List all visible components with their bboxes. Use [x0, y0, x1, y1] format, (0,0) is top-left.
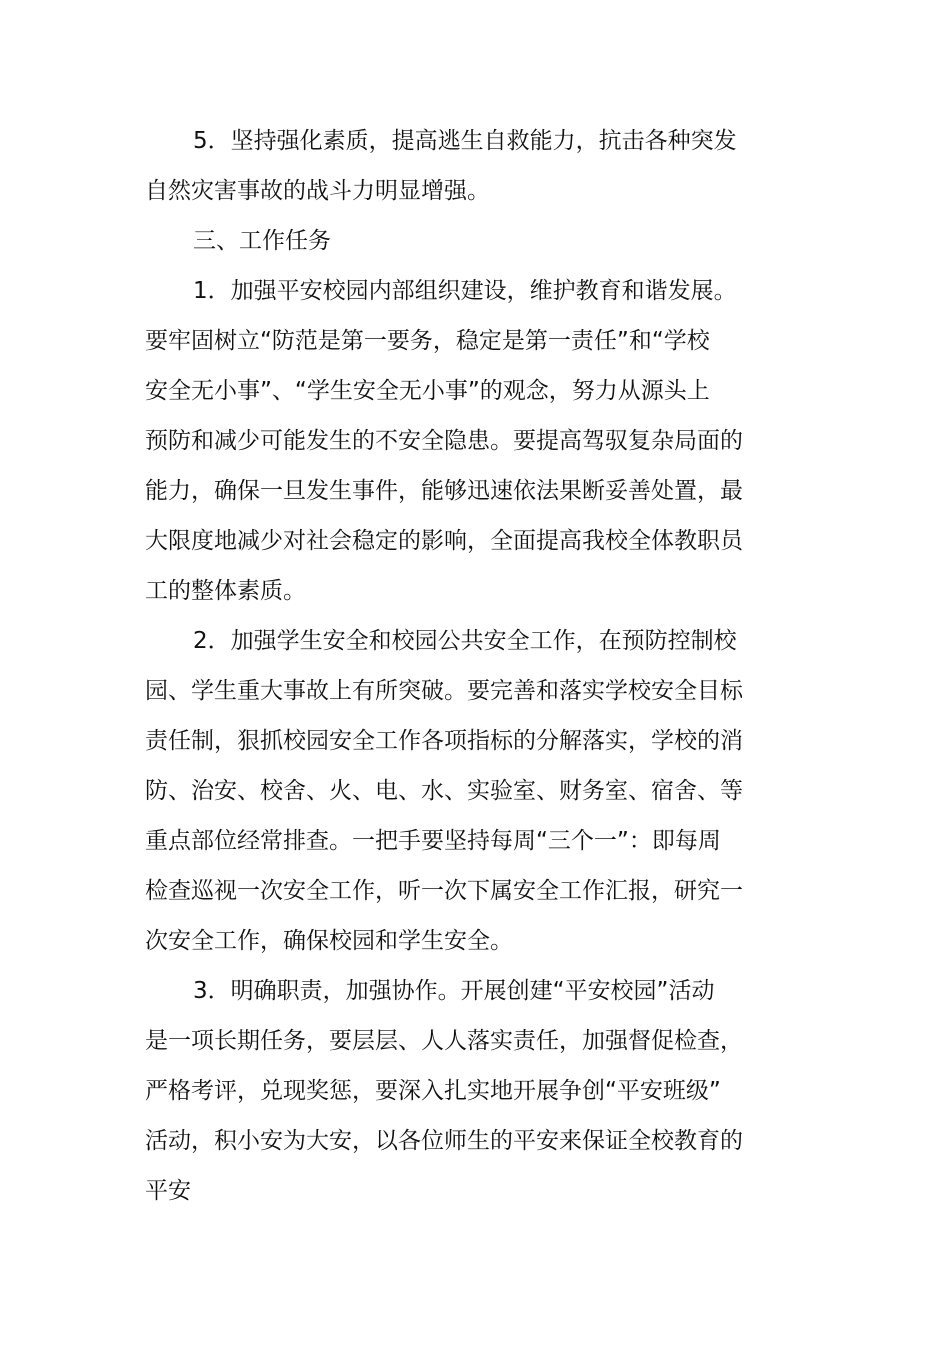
task-3-line-1: 3．明确职责，加强协作。开展创建“平安校园”活动	[193, 978, 715, 1004]
section-heading-work-tasks: 三、工作任务	[193, 228, 331, 254]
task-1-line-4: 预防和减少可能发生的不安全隐患。要提高驾驭复杂局面的	[145, 428, 743, 454]
task-3-line-3: 严格考评，兑现奖惩，要深入扎实地开展争创“平安班级”	[145, 1078, 721, 1104]
task-2-line-2: 园、学生重大事故上有所突破。要完善和落实学校安全目标	[145, 678, 743, 704]
paragraph-5-line-1: 5．坚持强化素质，提高逃生自救能力，抗击各种突发	[193, 128, 737, 154]
task-3-line-2: 是一项长期任务，要层层、人人落实责任，加强督促检查，	[145, 1028, 743, 1054]
paragraph-5-line-2: 自然灾害事故的战斗力明显增强。	[145, 178, 490, 204]
task-2-line-3: 责任制，狠抓校园安全工作各项指标的分解落实，学校的消	[145, 728, 743, 754]
task-3-line-5: 平安	[145, 1178, 191, 1204]
task-2-line-7: 次安全工作，确保校园和学生安全。	[145, 928, 513, 954]
task-2-line-4: 防、治安、校舍、火、电、水、实验室、财务室、宿舍、等	[145, 778, 743, 804]
task-2-line-1: 2．加强学生安全和校园公共安全工作，在预防控制校	[193, 628, 737, 654]
task-3-line-4: 活动，积小安为大安，以各位师生的平安来保证全校教育的	[145, 1128, 743, 1154]
task-2-line-6: 检查巡视一次安全工作，听一次下属安全工作汇报，研究一	[145, 878, 743, 904]
task-1-line-7: 工的整体素质。	[145, 578, 306, 604]
task-1-line-1: 1．加强平安校园内部组织建设，维护教育和谐发展。	[193, 278, 737, 304]
task-1-line-5: 能力，确保一旦发生事件，能够迅速依法果断妥善处置，最	[145, 478, 743, 504]
task-1-line-6: 大限度地减少对社会稳定的影响，全面提高我校全体教职员	[145, 528, 743, 554]
task-1-line-3: 安全无小事”、“学生安全无小事”的观念，努力从源头上	[145, 378, 710, 404]
task-1-line-2: 要牢固树立“防范是第一要务，稳定是第一责任”和“学校	[145, 328, 710, 354]
task-2-line-5: 重点部位经常排查。一把手要坚持每周“三个一”：即每周	[145, 828, 721, 854]
